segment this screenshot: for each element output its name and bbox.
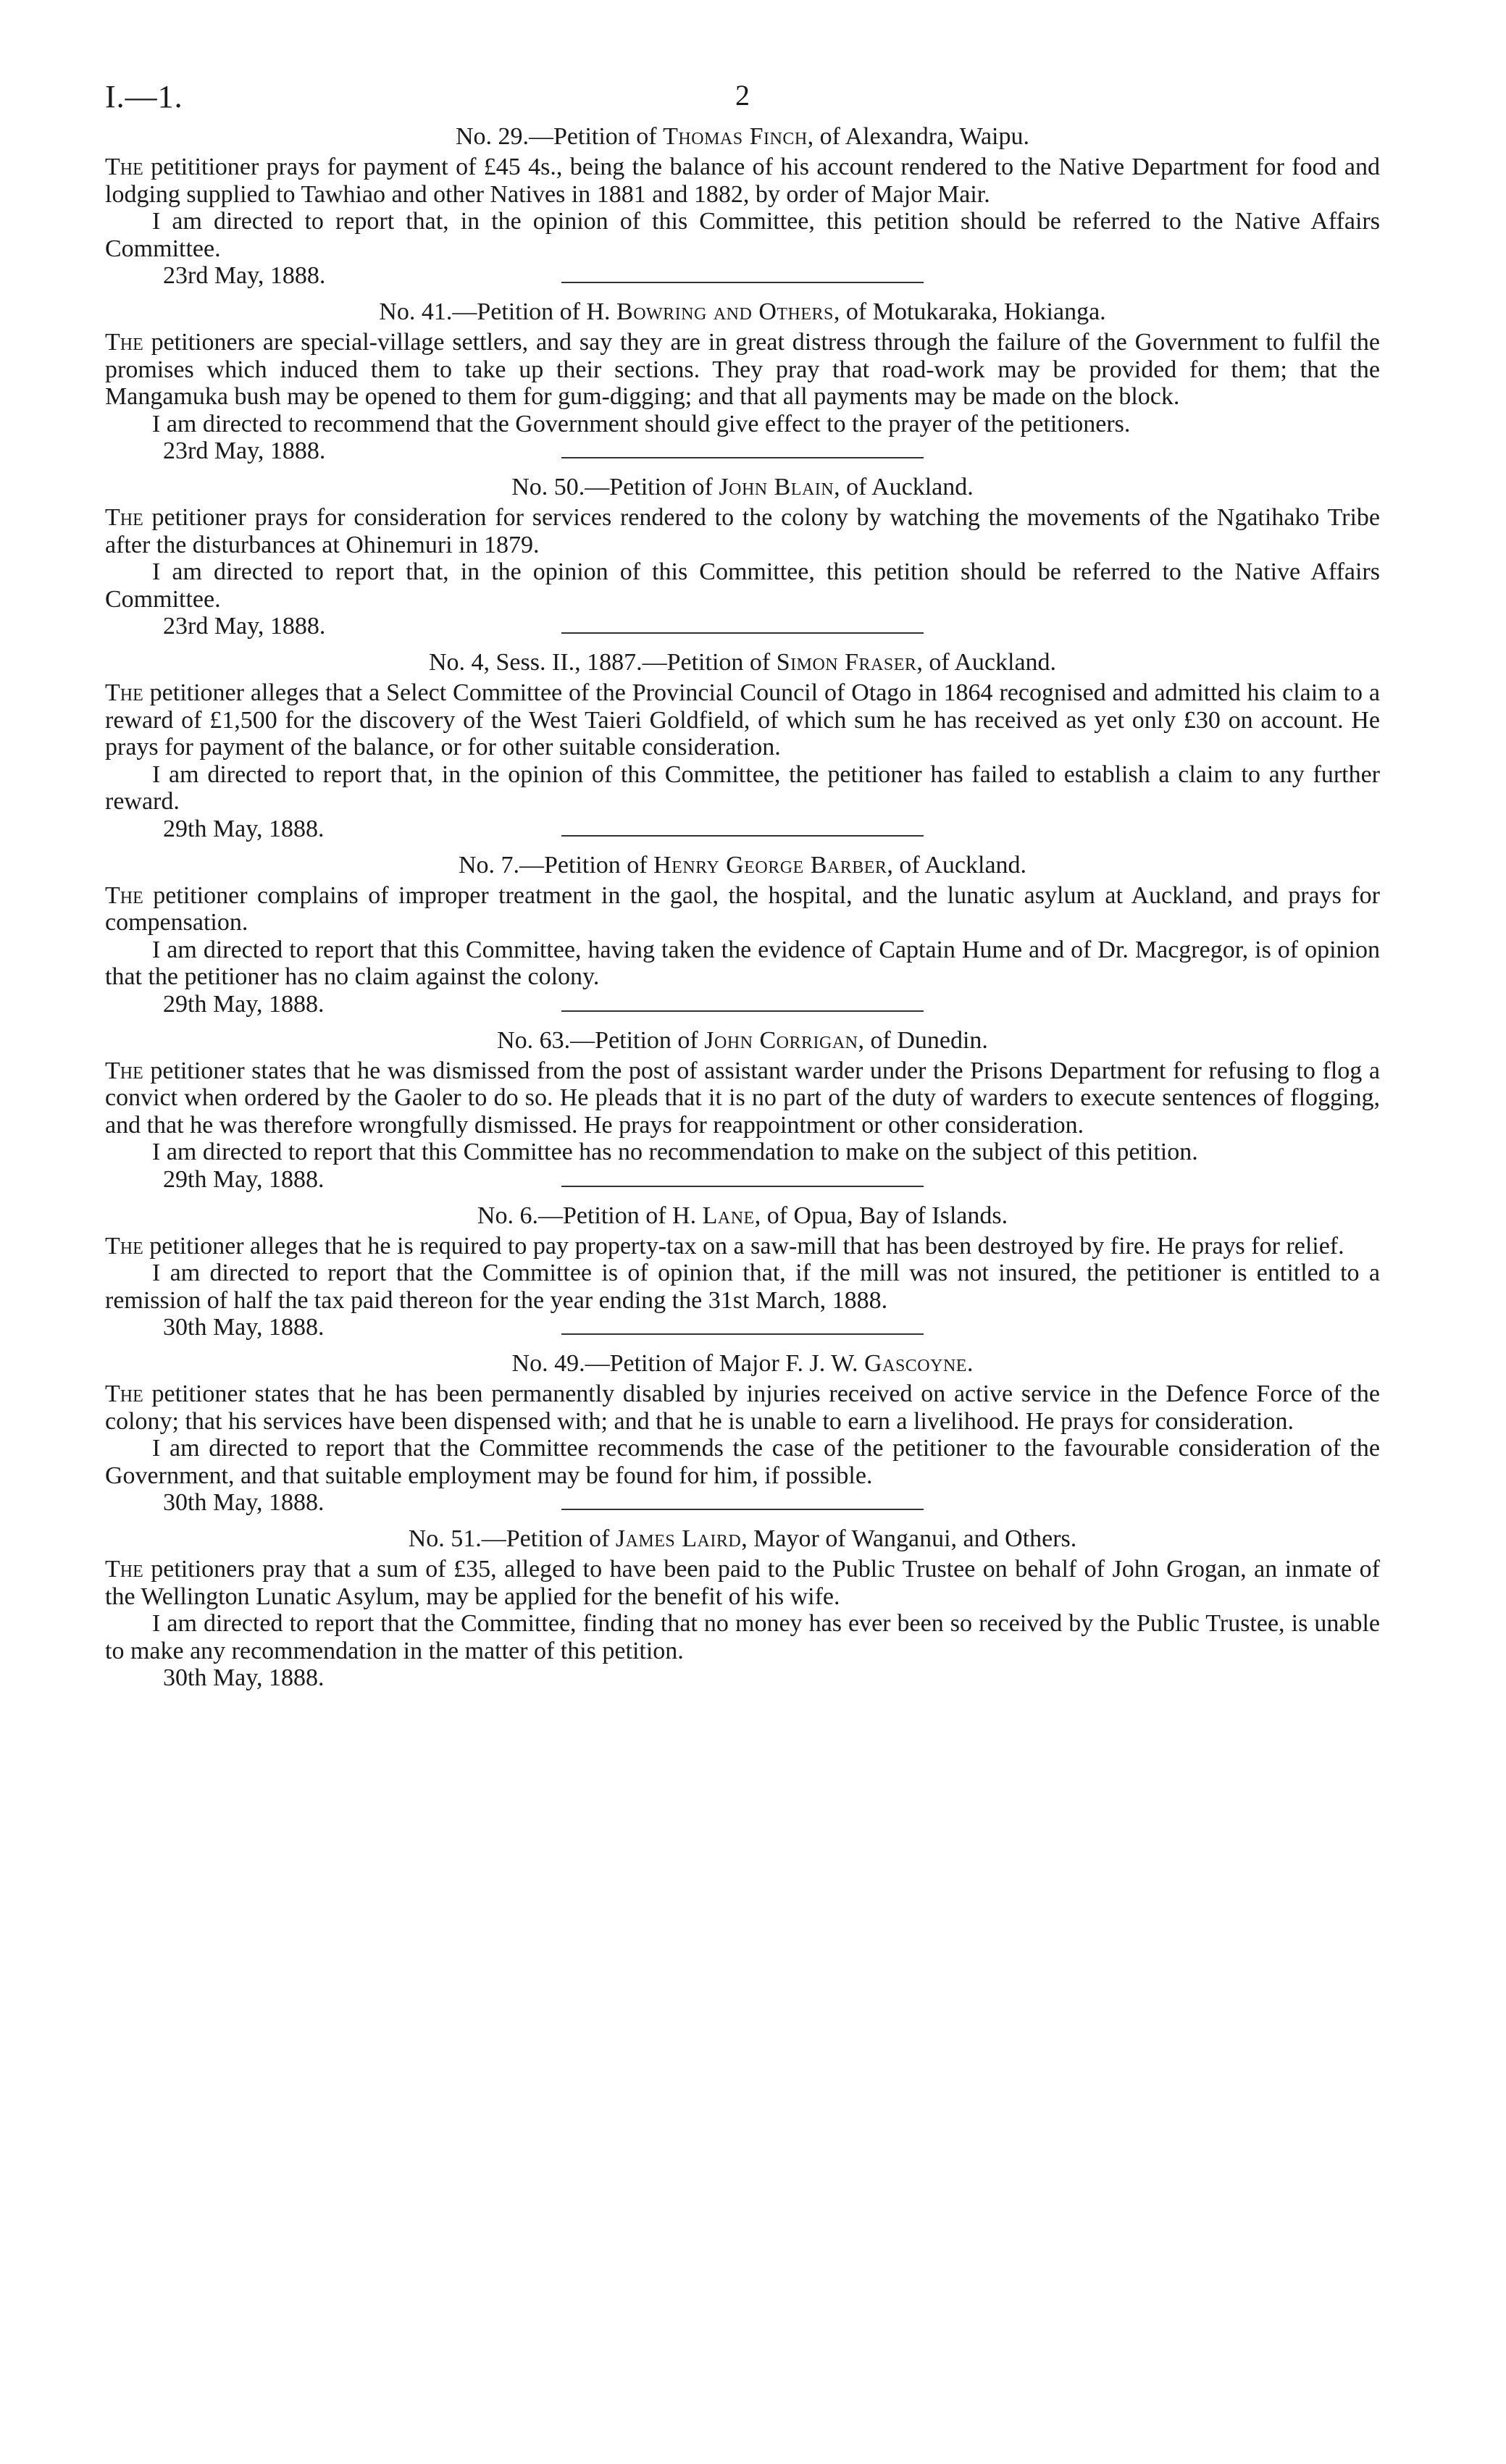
- petition-title: No. 63.—Petition of John Corrigan, of Dunedin.: [497, 1026, 988, 1054]
- separator-rule: [561, 1509, 924, 1510]
- petition-50: [105, 474, 1380, 642]
- paper-reference: I.—1.: [105, 79, 183, 114]
- petition-body: The petitioner complains of improper treatment in the gaol, the hospital, and the lunatic asylum at Auckland, and prays for compensation.: [105, 881, 1380, 936]
- report-date-row: [105, 1166, 1380, 1195]
- petition-41: [105, 298, 1380, 466]
- petition-body: The petitioner alleges that a Select Committee of the Provincial Council of Otago in 1864 recognised and admitted his claim to a reward of £1,500 for the discovery of the West Taieri Goldfield, of which sum he has received as yet only £30 on account. He prays for payment of the balance, or for other suitable consideration.: [105, 679, 1380, 760]
- report-date-row: [105, 1664, 1380, 1693]
- document-page: [105, 0, 1380, 1693]
- petition-4-sess-ii: [105, 649, 1380, 845]
- separator-rule: [561, 282, 924, 283]
- committee-report: I am directed to report that the Committee, finding that no money has ever been so received by the Public Trustee, is unable to make any recommendation in the matter of this petition.: [105, 1610, 1380, 1664]
- separator-rule: [561, 1186, 924, 1187]
- report-date: 23rd May, 1888.: [163, 613, 326, 640]
- report-date-row: [105, 262, 1380, 291]
- petition-body: The petitioner states that he has been permanently disabled by injuries received on active service in the Defence Force of the colony; that his services have been dispensed with; and that he is unable to earn a livelihood. He prays for consideration.: [105, 1380, 1380, 1435]
- page-number: 2: [735, 79, 750, 112]
- petition-body: The petitioner states that he was dismissed from the post of assistant warder under the Prisons Department for refusing to flog a convict when ordered by the Gaoler to do so. He pleads that it is no part of the duty of warders to execute sentences of flogging, and that he was therefore wrongfully dismissed. He prays for reappointment or other consideration.: [105, 1057, 1380, 1139]
- committee-report: I am directed to report that this Committee, having taken the evidence of Captain Hume and of Dr. Macgregor, is of opinion that the petitioner has no claim against the colony.: [105, 936, 1380, 990]
- report-date: 23rd May, 1888.: [163, 437, 326, 464]
- report-date: 30th May, 1888.: [163, 1664, 325, 1691]
- separator-rule: [561, 835, 924, 837]
- committee-report: I am directed to report that, in the opinion of this Committee, this petition should be referred to the Native Affairs Committee.: [105, 558, 1380, 613]
- committee-report: I am directed to report that this Committee has no recommendation to make on the subject of this petition.: [152, 1139, 1198, 1165]
- petition-body: The petititioner prays for payment of £45 4s., being the balance of his account rendered to the Native Department for food and lodging supplied to Tawhiao and other Natives in 1881 and 1882, by order of Major Mair.: [105, 154, 1380, 208]
- separator-rule: [561, 1333, 924, 1335]
- report-date: 30th May, 1888.: [163, 1314, 325, 1341]
- petition-title: No. 6.—Petition of H. Lane, of Opua, Bay of Islands.: [477, 1202, 1008, 1229]
- petition-51: [105, 1525, 1380, 1693]
- petition-63: [105, 1027, 1380, 1195]
- report-date: 29th May, 1888.: [163, 1165, 325, 1193]
- committee-report: I am directed to report that the Committee is of opinion that, if the mill was not insured, the petitioner is entitled to a remission of half the tax paid thereon for the year ending the 31st March, 1888.: [105, 1260, 1380, 1314]
- committee-report: I am directed to report that, in the opinion of this Committee, this petition should be referred to the Native Affairs Committee.: [105, 208, 1380, 262]
- report-date: 29th May, 1888.: [163, 990, 325, 1018]
- report-date: 29th May, 1888.: [163, 815, 325, 842]
- petition-29: [105, 123, 1380, 291]
- petition-body: The petitioner alleges that he is required to pay property-tax on a saw-mill that has been destroyed by fire. He prays for relief.: [105, 1232, 1344, 1260]
- report-date-row: [105, 1314, 1380, 1343]
- report-date-row: [105, 991, 1380, 1020]
- separator-rule: [561, 632, 924, 634]
- petition-body: The petitioners pray that a sum of £35, alleged to have been paid to the Public Trustee on behalf of John Grogan, an inmate of the Wellington Lunatic Asylum, may be applied for the benefit of his wife.: [105, 1556, 1380, 1610]
- petition-7: [105, 852, 1380, 1020]
- petition-title: No. 51.—Petition of James Laird, Mayor of Wanganui, and Others.: [408, 1525, 1077, 1552]
- petition-title: No. 50.—Petition of John Blain, of Auckland.: [511, 474, 974, 500]
- committee-report: I am directed to recommend that the Government should give effect to the prayer of the petitioners.: [152, 410, 1131, 437]
- report-date-row: [105, 437, 1380, 466]
- petition-title: No. 49.—Petition of Major F. J. W. Gascoyne.: [511, 1350, 974, 1377]
- report-date-row: [105, 613, 1380, 642]
- committee-report: I am directed to report that, in the opinion of this Committee, the petitioner has failed to establish a claim to any further reward.: [105, 760, 1380, 815]
- report-date: 23rd May, 1888.: [163, 262, 326, 289]
- petition-title: No. 29.—Petition of Thomas Finch, of Alexandra, Waipu.: [455, 123, 1030, 150]
- petition-body: The petitioners are special-village settlers, and say they are in great distress through the failure of the Government to fulfil the promises which induced them to take up their sections. They pray that road-work may be provided for them; that the Mangamuka bush may be opened to them for gum-digging; and that all payments may be made on the block.: [105, 329, 1380, 410]
- committee-report: I am directed to report that the Committee recommends the case of the petitioner to the favourable consideration of the Government, and that suitable employment may be found for him, if possible.: [105, 1435, 1380, 1489]
- report-date-row: [105, 1489, 1380, 1518]
- petition-6: [105, 1202, 1380, 1344]
- report-date: 30th May, 1888.: [163, 1489, 325, 1516]
- report-date-row: [105, 816, 1380, 845]
- petition-title: No. 4, Sess. II., 1887.—Petition of Simon Fraser, of Auckland.: [428, 649, 1057, 676]
- petition-body: The petitioner prays for consideration for services rendered to the colony by watching the movements of the Ngatihako Tribe after the disturbances at Ohinemuri in 1879.: [105, 504, 1380, 558]
- page-header: [105, 0, 1380, 123]
- petition-title: No. 7.—Petition of Henry George Barber, of Auckland.: [458, 851, 1027, 879]
- petition-49: [105, 1350, 1380, 1518]
- separator-rule: [561, 457, 924, 458]
- separator-rule: [561, 1010, 924, 1012]
- petition-title: No. 41.—Petition of H. Bowring and Others, of Motukaraka, Hokianga.: [379, 298, 1106, 325]
